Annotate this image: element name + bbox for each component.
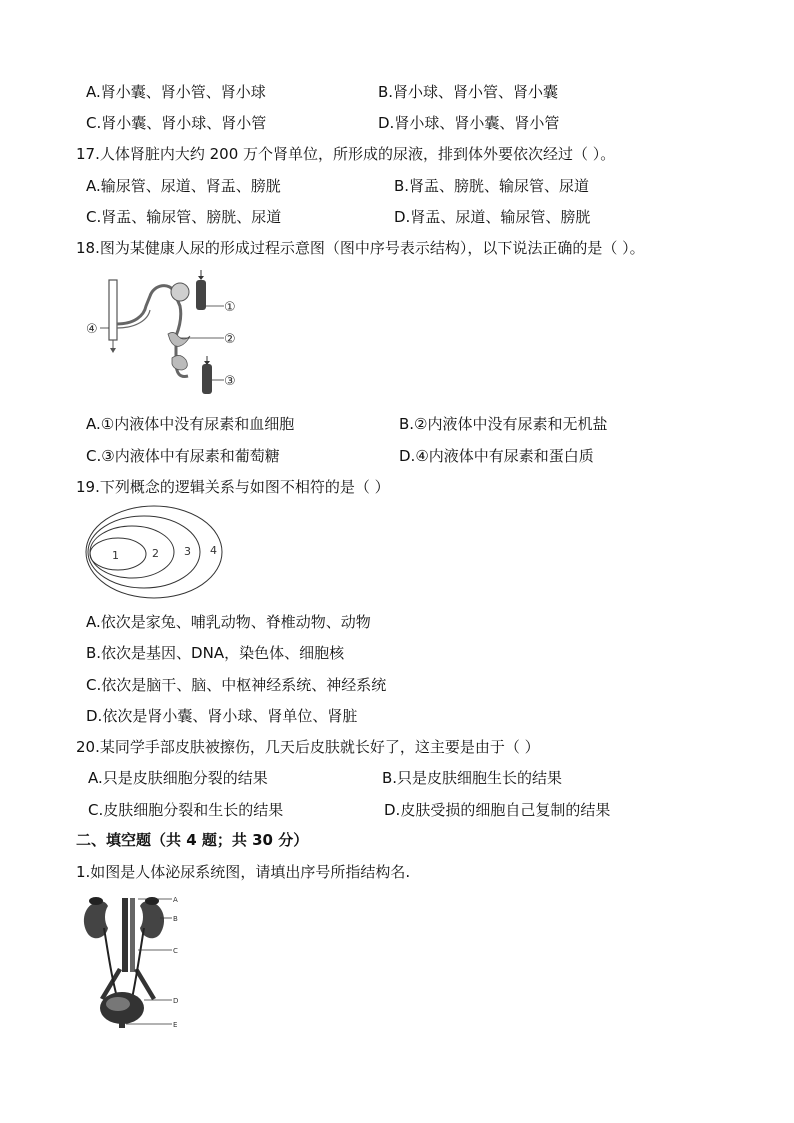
q16-option-a: A.肾小囊、肾小管、肾小球 — [86, 83, 266, 101]
q17-option-c: C.肾盂、输尿管、膀胱、尿道 — [86, 208, 282, 226]
vessel-1 — [196, 280, 206, 310]
q16-option-d: D.肾小球、肾小囊、肾小管 — [378, 114, 560, 132]
q18-option-b: B.②内液体中没有尿素和无机盐 — [399, 415, 608, 433]
q18-label-2: ② — [224, 332, 236, 347]
q19-option-d: D.依次是肾小囊、肾小球、肾单位、肾脏 — [86, 707, 358, 725]
q18-option-d: D.④内液体中有尿素和蛋白质 — [399, 447, 594, 465]
q19-nested-ellipses-figure — [84, 504, 234, 600]
q20-option-a: A.只是皮肤细胞分裂的结果 — [88, 769, 268, 787]
q17-stem: 17.人体肾脏内大约 200 万个肾单位，所形成的尿液，排到体外要依次经过（ ）。 — [76, 145, 616, 163]
q19-label-1: 1 — [112, 549, 119, 562]
q18-nephron-figure — [84, 266, 244, 396]
fill1-stem: 1.如图是人体泌尿系统图，请填出序号所指结构名. — [76, 863, 411, 881]
fill1-label-c: C — [173, 947, 178, 955]
glomerulus — [171, 283, 189, 301]
collecting-duct — [109, 280, 117, 340]
q17-option-a: A.输尿管、尿道、肾盂、膀胱 — [86, 177, 281, 195]
q19-label-4: 4 — [210, 544, 217, 557]
q16-option-c: C.肾小囊、肾小球、肾小管 — [86, 114, 267, 132]
q16-option-b: B.肾小球、肾小管、肾小囊 — [378, 83, 559, 101]
fill1-label-e: E — [173, 1021, 178, 1029]
fill1-urinary-system-figure — [76, 892, 186, 1032]
q20-option-b: B.只是皮肤细胞生长的结果 — [382, 769, 563, 787]
q19-option-c: C.依次是脑干、脑、中枢神经系统、神经系统 — [86, 676, 387, 694]
q19-stem: 19.下列概念的逻辑关系与如图不相符的是（ ） — [76, 478, 390, 496]
fill1-label-b: B — [173, 915, 178, 923]
q20-option-d: D.皮肤受损的细胞自己复制的结果 — [384, 801, 611, 819]
collecting-duct-arrowhead — [110, 348, 116, 353]
q18-label-3: ③ — [224, 374, 236, 389]
fill1-label-a: A — [173, 896, 178, 904]
q18-option-a: A.①内液体中没有尿素和血细胞 — [86, 415, 295, 433]
q19-label-3: 3 — [184, 545, 191, 558]
vessel-3 — [202, 364, 212, 394]
q20-stem: 20.某同学手部皮肤被擦伤，几天后皮肤就长好了，这主要是由于（ ） — [76, 738, 540, 756]
q17-option-d: D.肾盂、尿道、输尿管、膀胱 — [394, 208, 591, 226]
q18-option-c: C.③内液体中有尿素和葡萄糖 — [86, 447, 280, 465]
q20-option-c: C.皮肤细胞分裂和生长的结果 — [88, 801, 284, 819]
q19-option-a: A.依次是家兔、哺乳动物、脊椎动物、动物 — [86, 613, 371, 631]
fill1-label-d: D — [173, 997, 179, 1005]
section-title: 二、填空题（共 4 题；共 30 分） — [76, 831, 309, 849]
q18-label-4: ④ — [86, 322, 98, 337]
q17-option-b: B.肾盂、膀胱、输尿管、尿道 — [394, 177, 590, 195]
ellipse-2 — [90, 526, 174, 578]
q18-label-1: ① — [224, 300, 236, 315]
q18-stem: 18.图为某健康人尿的形成过程示意图（图中序号表示结构），以下说法正确的是（ ）。 — [76, 239, 645, 257]
q19-label-2: 2 — [152, 547, 159, 560]
q19-option-b: B.依次是基因、DNA，染色体、细胞核 — [86, 644, 345, 662]
